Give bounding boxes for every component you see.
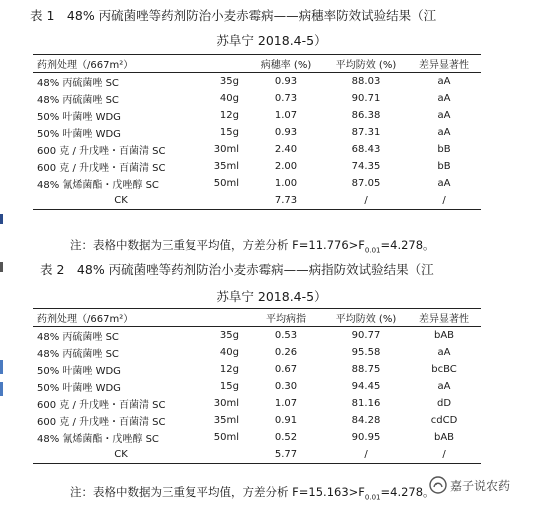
table1-note-prefix: 注：表格中数据为三重复平均值，方差分析 F=11.776>F xyxy=(70,238,365,252)
cell-significance: aA xyxy=(437,178,451,189)
cell-dose: 15g xyxy=(219,381,239,392)
cell-significance: dD xyxy=(436,398,452,409)
cell-dose xyxy=(205,192,247,210)
cell-dose: 12g xyxy=(219,364,239,375)
table-row xyxy=(33,429,481,446)
wechat-official-account-icon xyxy=(429,476,447,494)
table-row xyxy=(33,107,481,124)
cell-dose: 35g xyxy=(219,76,239,87)
cell-significance: bAB xyxy=(433,330,455,341)
table-row xyxy=(33,361,481,378)
cell-significance: / xyxy=(407,446,481,464)
table-row xyxy=(33,412,481,429)
cell-treatment: 48% 丙硫菌唑 SC xyxy=(37,349,119,360)
header-efficacy: 平均防效 (%) xyxy=(325,309,407,327)
table-row xyxy=(33,327,481,345)
table-row xyxy=(33,175,481,192)
cell-significance: aA xyxy=(437,381,451,392)
cell-value: 5.77 xyxy=(247,446,325,464)
cell-efficacy: 90.77 xyxy=(351,330,381,341)
table1-note-sub: 0.01 xyxy=(364,246,381,255)
table1-caption-line2: 苏阜宁 2018.4-5） xyxy=(216,33,327,48)
cell-treatment: CK xyxy=(33,192,205,210)
table-header-row xyxy=(33,309,481,327)
cell-efficacy: 88.75 xyxy=(351,364,381,375)
cell-value: 0.73 xyxy=(274,93,298,104)
cell-efficacy: 81.16 xyxy=(351,398,381,409)
header-dose xyxy=(205,309,247,327)
cell-significance: cdCD xyxy=(430,415,458,426)
cell-treatment: 50% 叶菌唑 WDG xyxy=(37,112,121,123)
cell-value: 0.91 xyxy=(274,415,298,426)
table-row xyxy=(33,158,481,175)
table-row xyxy=(33,90,481,107)
cell-dose: 30ml xyxy=(213,398,239,409)
table2-note-prefix: 注：表格中数据为三重复平均值，方差分析 F=15.163>F xyxy=(70,485,365,499)
cell-efficacy: 86.38 xyxy=(351,110,381,121)
header-value: 病穗率 (%) xyxy=(247,55,325,73)
table-row xyxy=(33,141,481,158)
cell-efficacy: 68.43 xyxy=(351,144,381,155)
cell-value: 1.07 xyxy=(274,398,298,409)
edge-fragment xyxy=(0,214,3,224)
table-row xyxy=(33,395,481,412)
cell-value: 2.40 xyxy=(274,144,298,155)
table2-body xyxy=(33,327,481,464)
cell-efficacy: 94.45 xyxy=(351,381,381,392)
cell-significance: bcBC xyxy=(431,364,457,375)
table2-note-sub: 0.01 xyxy=(364,493,381,502)
header-efficacy: 平均防效 (%) xyxy=(325,55,407,73)
cell-value: 0.52 xyxy=(274,432,298,443)
cell-dose: 40g xyxy=(219,347,239,358)
cell-dose: 35ml xyxy=(213,161,239,172)
cell-value: 1.00 xyxy=(274,178,298,189)
table-row xyxy=(33,378,481,395)
cell-efficacy: 87.31 xyxy=(351,127,381,138)
cell-treatment: CK xyxy=(33,446,205,464)
cell-treatment: 50% 叶菌唑 WDG xyxy=(37,129,121,140)
cell-value: 0.67 xyxy=(274,364,298,375)
table1-caption-line1: 表 1 48% 丙硫菌唑等药剂防治小麦赤霉病——病穗率防效试验结果（江 xyxy=(30,8,437,23)
cell-dose: 50ml xyxy=(213,432,239,443)
cell-value: 0.93 xyxy=(274,76,298,87)
edge-fragment xyxy=(0,360,3,374)
cell-dose: 15g xyxy=(219,127,239,138)
table1-body xyxy=(33,73,481,210)
edge-fragment xyxy=(0,262,3,272)
table2-note xyxy=(70,484,435,501)
table-row xyxy=(33,344,481,361)
cell-significance: / xyxy=(407,192,481,210)
table-row xyxy=(33,73,481,91)
cell-dose: 35g xyxy=(219,330,239,341)
table-header-row xyxy=(33,55,481,73)
cell-significance: bAB xyxy=(433,432,455,443)
cell-dose: 40g xyxy=(219,93,239,104)
edge-fragment xyxy=(0,382,3,396)
cell-efficacy: 90.71 xyxy=(351,93,381,104)
cell-dose: 35ml xyxy=(213,415,239,426)
watermark xyxy=(429,476,510,494)
cell-significance: aA xyxy=(437,127,451,138)
watermark-text: 嘉子说农药 xyxy=(450,478,511,493)
cell-significance: bB xyxy=(437,144,451,155)
cell-treatment: 48% 丙硫菌唑 SC xyxy=(37,78,119,89)
cell-treatment: 48% 氰烯菌酯・戊唑醇 SC xyxy=(37,180,159,191)
header-treatment: 药剂处理（/667m²） xyxy=(33,309,205,327)
cell-efficacy: 84.28 xyxy=(351,415,381,426)
cell-significance: bB xyxy=(437,161,451,172)
table2 xyxy=(33,308,481,464)
header-significance: 差异显著性 xyxy=(407,309,481,327)
header-significance: 差异显著性 xyxy=(407,55,481,73)
table1-note xyxy=(70,237,435,254)
cell-value: 0.30 xyxy=(274,381,298,392)
cell-value: 0.53 xyxy=(274,330,298,341)
cell-efficacy: 88.03 xyxy=(351,76,381,87)
cell-efficacy: 95.58 xyxy=(351,347,381,358)
cell-efficacy: 90.95 xyxy=(351,432,381,443)
cell-significance: aA xyxy=(437,347,451,358)
cell-efficacy: / xyxy=(325,192,407,210)
cell-value: 2.00 xyxy=(274,161,298,172)
cell-significance: aA xyxy=(437,76,451,87)
cell-treatment: 600 克 / 升戊唑・百菌清 SC xyxy=(37,146,166,157)
header-treatment: 药剂处理（/667m²） xyxy=(33,55,205,73)
cell-dose: 30ml xyxy=(213,144,239,155)
cell-treatment: 600 克 / 升戊唑・百菌清 SC xyxy=(37,400,166,411)
table-row xyxy=(33,192,481,210)
cell-treatment: 600 克 / 升戊唑・百菌清 SC xyxy=(37,417,166,428)
cell-value: 0.26 xyxy=(274,347,298,358)
cell-dose xyxy=(205,446,247,464)
header-value: 平均病指 xyxy=(247,309,325,327)
cell-efficacy: 74.35 xyxy=(351,161,381,172)
cell-efficacy: / xyxy=(325,446,407,464)
cell-value: 7.73 xyxy=(247,192,325,210)
table2-caption-line2: 苏阜宁 2018.4-5） xyxy=(216,289,327,304)
cell-significance: aA xyxy=(437,93,451,104)
cell-dose: 50ml xyxy=(213,178,239,189)
cell-treatment: 48% 氰烯菌酯・戊唑醇 SC xyxy=(37,434,159,445)
cell-dose: 12g xyxy=(219,110,239,121)
header-dose xyxy=(205,55,247,73)
cell-significance: aA xyxy=(437,110,451,121)
table1 xyxy=(33,54,481,210)
cell-treatment: 600 克 / 升戊唑・百菌清 SC xyxy=(37,163,166,174)
cell-treatment: 50% 叶菌唑 WDG xyxy=(37,366,121,377)
table1-note-suffix: =4.278。 xyxy=(380,238,435,252)
cell-treatment: 48% 丙硫菌唑 SC xyxy=(37,95,119,106)
cell-treatment: 48% 丙硫菌唑 SC xyxy=(37,332,119,343)
table-row xyxy=(33,124,481,141)
table2-caption-line1: 表 2 48% 丙硫菌唑等药剂防治小麦赤霉病——病指防效试验结果（江 xyxy=(40,262,434,277)
cell-efficacy: 87.05 xyxy=(351,178,381,189)
cell-value: 1.07 xyxy=(274,110,298,121)
cell-value: 0.93 xyxy=(274,127,298,138)
table-row xyxy=(33,446,481,464)
cell-treatment: 50% 叶菌唑 WDG xyxy=(37,383,121,394)
table2-note-suffix: =4.278。 xyxy=(380,485,435,499)
